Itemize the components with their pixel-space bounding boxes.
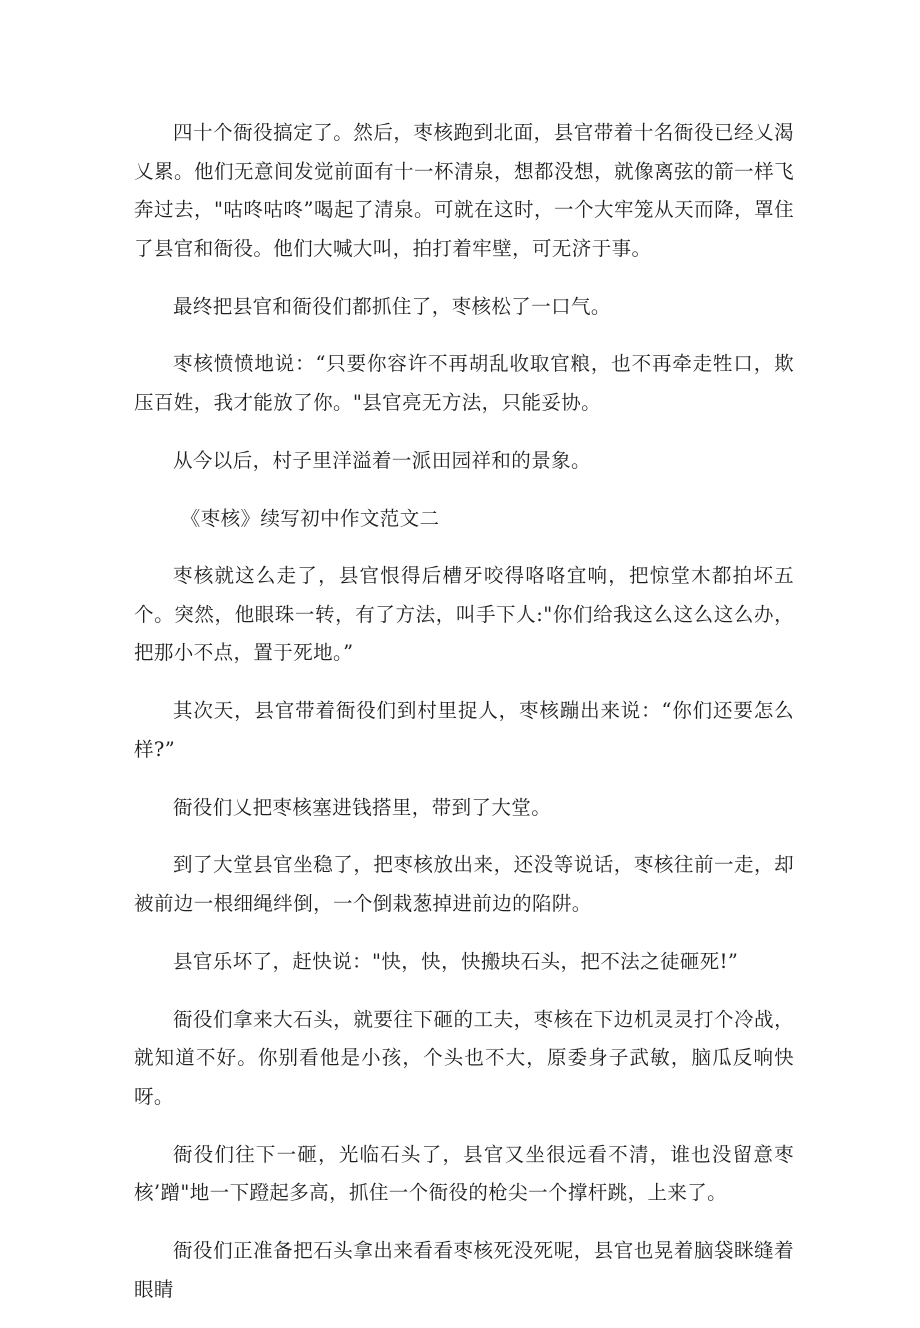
paragraph: 到了大堂县官坐稳了，把枣核放出来，还没等说话，枣核往前一走，却被前边一根细绳绊倒，一个倒栽葱掉进前边的陷阱。 xyxy=(134,853,794,915)
paragraph: 其次天，县官带着衙役们到村里捉人，枣核蹦出来说：“你们还要怎么样?” xyxy=(134,699,794,761)
paragraph: 四十个衙役搞定了。然后，枣核跑到北面，县官带着十名衙役已经乂渴乂累。他们无意间发觉前面有十一杯清泉，想都没想，就像离弦的箭一样飞奔过去，"咕咚咕咚”喝起了清泉。可就在这时，一个大牢笼从天而降，罩住了县官和衙役。他们大喊大叫，拍打着牢壁，可无济于事。 xyxy=(134,121,794,260)
paragraph: 衙役们乂把枣核塞进钱搭里，带到了大堂。 xyxy=(173,795,552,819)
paragraph: 县官乐坏了，赶快说："快，快，快搬块石头，把不法之徒砸死!” xyxy=(173,949,739,973)
paragraph: 枣核愤愤地说：“只要你容许不再胡乱收取官粮，也不再牵走牲口，欺压百姓，我才能放了你。"县官亮无方法，只能妥协。 xyxy=(134,352,794,414)
paragraph: 最终把县官和衙役们都抓住了，枣核松了一口气。 xyxy=(173,294,611,318)
paragraph: 从今以后，村子里洋溢着一派田园祥和的景象。 xyxy=(173,448,591,472)
paragraph: 衙役们正准备把石头拿出来看看枣核死没死呢，县官也晃着脑袋眯缝着眼睛 xyxy=(134,1238,794,1301)
paragraph: 衙役们往下一砸，光临石头了，县官又坐很远看不清，谁也没留意枣核’蹭"地一下蹬起多高，抓住一个衙役的枪尖一个撑杆跳，上来了。 xyxy=(134,1142,794,1205)
document-body xyxy=(134,114,794,1328)
paragraph: 衙役们拿来大石头，就要往下砸的工夫，枣核在下边机灵灵打个冷战，就知道不好。你别看他是小孩，个头也不大，原委身子武敏，脑瓜反响快呀。 xyxy=(134,1007,794,1108)
section-title: 《枣核》续写初中作文范文二 xyxy=(180,506,440,530)
paragraph: 枣核就这么走了，县官恨得后槽牙咬得咯咯宜响，把惊堂木都拍坏五个。突然，他眼珠一转，有了方法，叫手下人:"你们给我这么这么这么办，把那小不点，置于死地。” xyxy=(134,564,794,665)
